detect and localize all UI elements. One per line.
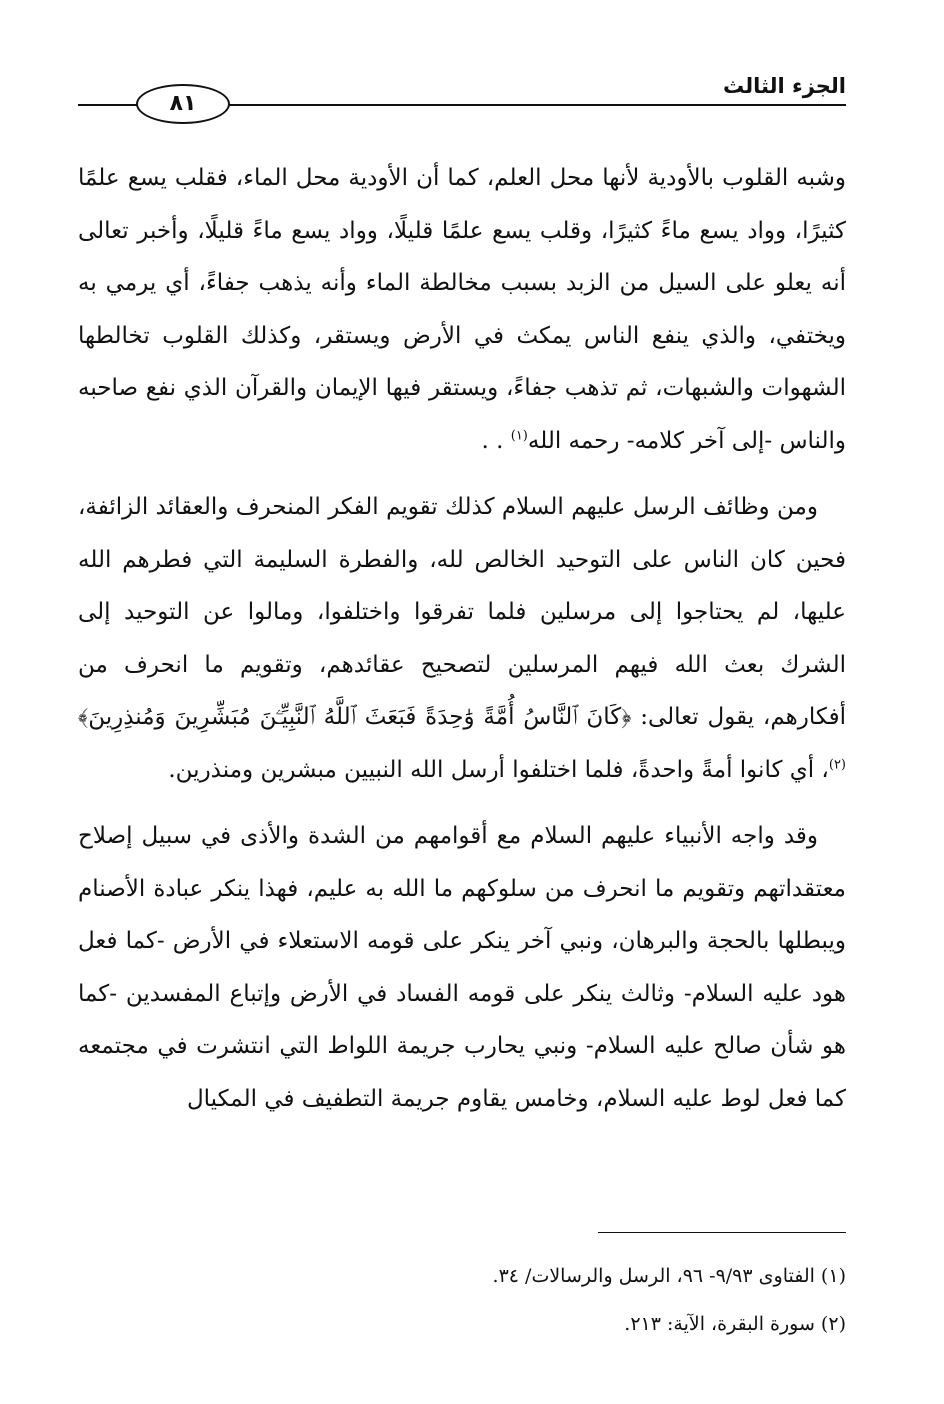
paragraph-3 [78, 810, 846, 1125]
footnotes [78, 1252, 846, 1348]
paragraph-1 [78, 152, 846, 467]
footnote-separator [598, 1232, 846, 1233]
footnote-1: (١) الفتاوى ٩/٩٣- ٩٦، الرسل والرسالات/ ٣٤. [492, 1265, 846, 1287]
paragraph-2 [78, 481, 846, 796]
body-text [78, 152, 846, 1125]
page-number-badge: ٨١ [136, 84, 230, 124]
footnote-2: (٢) سورة البقرة، الآية: ٢١٣. [624, 1313, 846, 1335]
paragraph-2-text: ومن وظائف الرسل عليهم السلام كذلك تقويم الفكر المنحرف والعقائد الزائفة، فحين كان الناس على التوحيد الخالص لله، والفطرة السليمة التي فطرهم الله عليها، لم يحتاجوا إلى مرسلين فلما تفرقوا واختلفوا، ومالوا عن التوحيد إلى الشرك بعث الله فيهم المرسلين لتصحيح عقائدهم، وتقويم ما انحرف من أفكارهم، يقول تعالى: ﴿كَانَ ٱلنَّاسُ أُمَّةً وَٰحِدَةً فَبَعَثَ ٱللَّهُ ٱلنَّبِيِّـۧنَ مُبَشِّرِينَ وَمُنذِرِينَ﴾ [78, 494, 846, 730]
paragraph-3-text: وقد واجه الأنبياء عليهم السلام مع أقوامهم من الشدة والأذى في سبيل إصلاح معتقداتهم وتقويم ما انحرف من سلوكهم ما الله به عليم، فهذا ينكر عبادة الأصنام ويبطلها بالحجة والبرهان، ونبي آخر ينكر على قومه الاستعلاء في الأرض -كما فعل هود عليه السلام- وثالث ينكر على قومه الفساد في الأرض وإتباع المفسدين -كما هو شأن صالح عليه السلام- ونبي يحارب جريمة اللواط التي انتشرت في مجتمعه كما فعل لوط عليه السلام، وخامس يقاوم جريمة التطفيف في المكيال [78, 823, 846, 1112]
footnote-ref-1: (١) [510, 427, 528, 443]
header-title: الجزء الثالث [723, 74, 846, 98]
paragraph-1-tail: . . [481, 427, 511, 454]
paragraph-2-tail: ، أي كانوا أمةً واحدةً، فلما اختلفوا أرسل الله النبيين مبشرين ومنذرين. [168, 756, 829, 783]
footnote-ref-2: (٢) [828, 756, 846, 772]
paragraph-1-text: وشبه القلوب بالأودية لأنها محل العلم، كما أن الأودية محل الماء، فقلب يسع علمًا كثيرًا، وواد يسع ماءً كثيرًا، وقلب يسع علمًا قليلًا، وواد يسع ماءً قليلًا، وأخبر تعالى أنه يعلو على السيل من الزبد بسبب مخالطة الماء وأنه يذهب جفاءً، أي يرمي به ويختفي، والذي ينفع الناس يمكث في الأرض ويستقر، وكذلك القلوب تخالطها الشهوات والشبهات، ثم تذهب جفاءً، ويستقر فيها الإيمان والقرآن الذي نفع صاحبه والناس -إلى آخر كلامه- رحمه الله [78, 165, 846, 454]
header-rule-left [78, 104, 138, 106]
page-header [78, 64, 846, 134]
header-rule-right [228, 104, 846, 106]
